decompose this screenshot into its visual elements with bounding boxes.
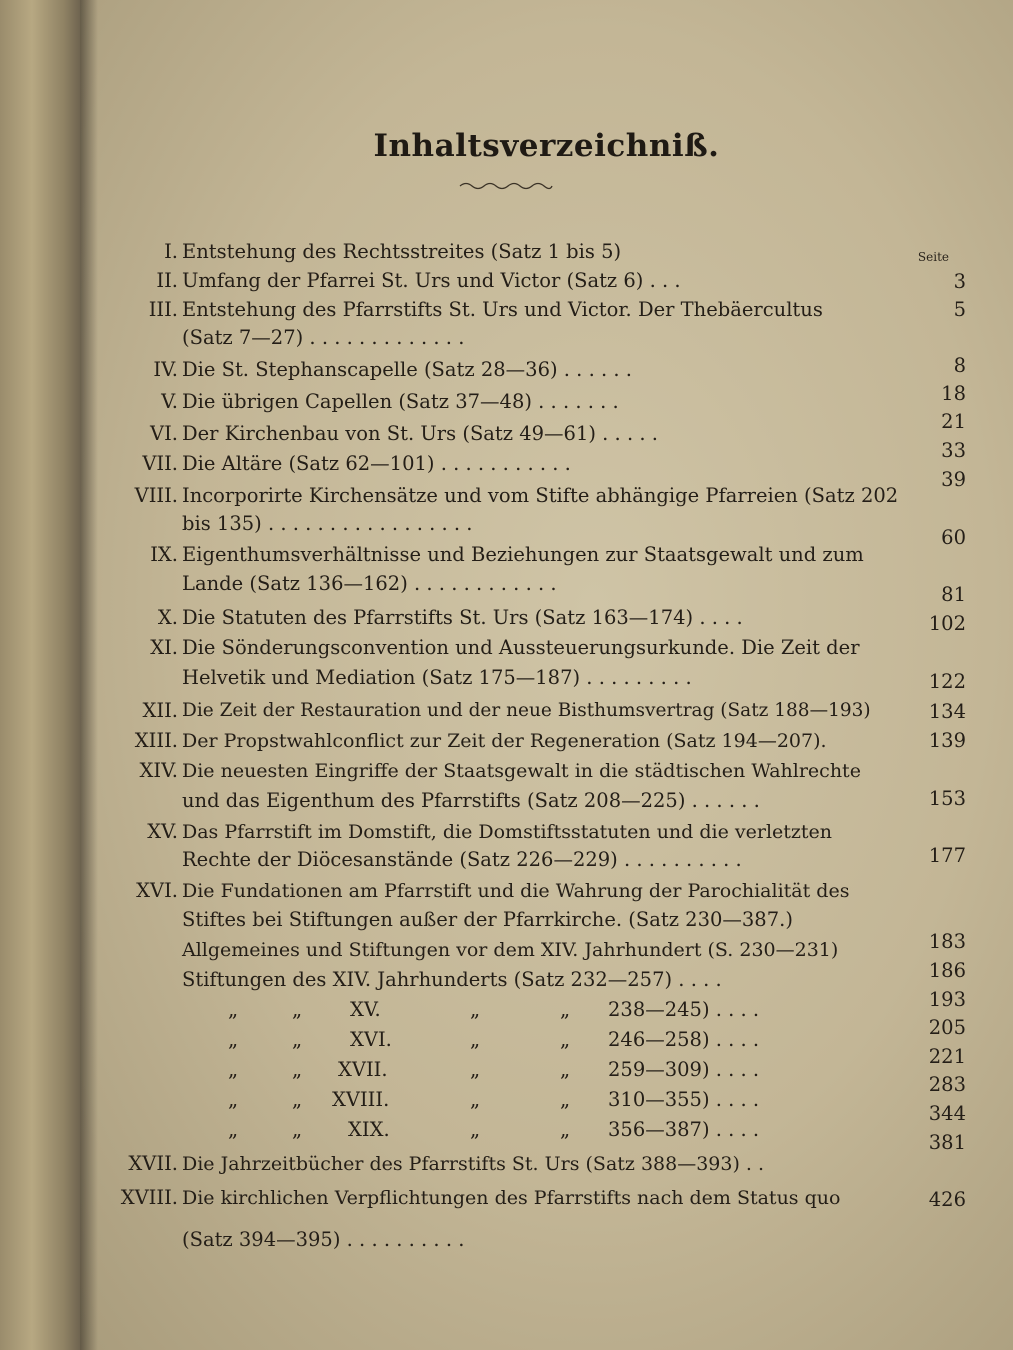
title-flourish-ornament — [458, 180, 554, 192]
seite-label: Seite — [917, 250, 949, 264]
paragraph-range: 259—309) . . . . — [608, 1058, 760, 1081]
page-number: 21 — [941, 410, 966, 433]
century-label: XVI. — [350, 1028, 392, 1051]
entry-number: XVII. — [128, 1152, 178, 1175]
ditto-mark: „ — [292, 998, 303, 1021]
page-number: 102 — [928, 612, 966, 635]
entry-number: III. — [148, 298, 178, 321]
toc-entry-continuation — [80, 324, 880, 352]
page-title: Inhaltsverzeichniß. — [373, 128, 720, 164]
toc-entry — [80, 634, 880, 662]
toc-entry-continuation — [80, 846, 880, 874]
entry-number: VI. — [150, 422, 178, 445]
entry-title: Die Altäre (Satz 62—101) . . . . . . . . . . . — [182, 452, 571, 475]
toc-entry — [80, 388, 880, 416]
paragraph-range: 310—355) . . . . — [608, 1088, 760, 1111]
entry-title: Die Fundationen am Pfarrstift und die Wahrung der Parochialität des — [182, 880, 850, 902]
entry-number: V. — [161, 390, 178, 413]
sub-entry-row — [80, 1026, 880, 1054]
entry-title: (Satz 394—395) . . . . . . . . . . — [182, 1228, 465, 1251]
entry-number: VII. — [142, 452, 178, 475]
toc-entry — [80, 238, 880, 266]
paragraph-range: 238—245) . . . . — [608, 998, 760, 1021]
entry-title: Die übrigen Capellen (Satz 37—48) . . . . . . . — [182, 390, 619, 413]
entry-title: Die neuesten Eingriffe der Staatsgewalt in die städtischen Wahlrechte — [182, 760, 861, 782]
toc-entry — [80, 604, 880, 632]
page-number: 221 — [928, 1045, 966, 1068]
paragraph-range: 246—258) . . . . — [608, 1028, 760, 1051]
entry-number: II. — [156, 269, 178, 292]
page-number: 60 — [941, 526, 966, 549]
entry-number: XIII. — [134, 729, 178, 752]
ditto-mark: „ — [560, 1058, 571, 1081]
ditto-mark: „ — [292, 1058, 303, 1081]
century-label: XV. — [350, 998, 381, 1021]
ditto-mark: „ — [470, 1088, 481, 1111]
entry-title: Entstehung des Rechtsstreites (Satz 1 bis 5) — [182, 240, 622, 263]
entry-title: Der Kirchenbau von St. Urs (Satz 49—61) . . . . . — [182, 422, 658, 445]
page-number: 8 — [953, 354, 966, 377]
entry-number: XI. — [150, 636, 178, 659]
century-label: XVIII. — [332, 1088, 390, 1111]
entry-number: XIV. — [139, 759, 178, 782]
page-number: 381 — [928, 1131, 966, 1154]
page-number: 344 — [928, 1102, 966, 1125]
entry-number: I. — [164, 240, 178, 263]
toc-entry-continuation — [80, 570, 880, 598]
book-gutter — [0, 0, 80, 1350]
toc-entry-continuation — [80, 906, 880, 934]
sub-entry-row — [80, 1086, 880, 1114]
page-number: 122 — [928, 670, 966, 693]
entry-title: Allgemeines und Stiftungen vor dem XIV. Jahrhundert (S. 230—231) — [182, 939, 839, 961]
page-number: 81 — [941, 583, 966, 606]
ditto-mark: „ — [560, 1088, 571, 1111]
toc-entry — [80, 877, 880, 905]
entry-number: X. — [157, 606, 178, 629]
entry-title: Die kirchlichen Verpflichtungen des Pfarrstifts nach dem Status quo — [182, 1187, 841, 1209]
toc-entry-continuation — [80, 664, 880, 692]
ditto-mark: „ — [228, 1058, 239, 1081]
entry-title: Stiftungen des XIV. Jahrhunderts (Satz 232—257) . . . . — [182, 968, 722, 991]
ditto-mark: „ — [560, 998, 571, 1021]
entry-title: Der Propstwahlconflict zur Zeit der Regeneration (Satz 194—207). — [182, 730, 827, 752]
toc-entry — [80, 1150, 880, 1178]
page-number: 134 — [928, 700, 966, 723]
century-label: XIX. — [348, 1118, 390, 1141]
entry-title: Die Sönderungsconvention und Aussteuerungsurkunde. Die Zeit der — [182, 636, 860, 659]
entry-title: Rechte der Diöcesanstände (Satz 226—229) . . . . . . . . . . — [182, 848, 742, 871]
entry-title: Entstehung des Pfarrstifts St. Urs und Victor. Der Thebäercultus — [182, 298, 823, 321]
entry-number: VIII. — [134, 484, 178, 507]
toc-entry-continuation — [80, 966, 880, 994]
sub-entry-row — [80, 996, 880, 1024]
page-number: 5 — [953, 298, 966, 321]
ditto-mark: „ — [292, 1118, 303, 1141]
toc-entry — [80, 697, 880, 725]
page-edge-shadow — [80, 0, 98, 1350]
ditto-mark: „ — [560, 1118, 571, 1141]
page-number: 283 — [928, 1073, 966, 1096]
page-number: 426 — [928, 1188, 966, 1211]
century-label: XVII. — [338, 1058, 388, 1081]
entry-title: Lande (Satz 136—162) . . . . . . . . . . . . — [182, 572, 557, 595]
paragraph-range: 356—387) . . . . — [608, 1118, 760, 1141]
toc-entry-continuation — [80, 787, 880, 815]
toc-entry — [80, 356, 880, 384]
page-number: 193 — [928, 988, 966, 1011]
toc-entry-continuation — [80, 510, 880, 538]
ditto-mark: „ — [470, 1058, 481, 1081]
entry-title: und das Eigenthum des Pfarrstifts (Satz 208—225) . . . . . . — [182, 789, 760, 812]
toc-entry — [80, 757, 880, 785]
sub-entry-row — [80, 1056, 880, 1084]
ditto-mark: „ — [470, 998, 481, 1021]
entry-title: Incorporirte Kirchensätze und vom Stifte abhängige Pfarreien (Satz 202 — [182, 484, 899, 507]
ditto-mark: „ — [228, 1028, 239, 1051]
toc-entry — [80, 296, 880, 324]
ditto-mark: „ — [228, 1088, 239, 1111]
page-number: 177 — [928, 844, 966, 867]
entry-title: Die Jahrzeitbücher des Pfarrstifts St. Urs (Satz 388—393) . . — [182, 1153, 765, 1175]
ditto-mark: „ — [292, 1088, 303, 1111]
page-number: 139 — [928, 729, 966, 752]
entry-number: XVI. — [136, 879, 178, 902]
entry-title: Die St. Stephanscapelle (Satz 28—36) . . . . . . — [182, 358, 632, 381]
page-number: 33 — [941, 439, 966, 462]
entry-number: IV. — [153, 358, 178, 381]
toc-entry-continuation — [80, 1226, 880, 1254]
entry-title: Eigenthumsverhältnisse und Beziehungen zur Staatsgewalt und zum — [182, 543, 864, 566]
toc-entry — [80, 482, 899, 510]
toc-entry — [80, 541, 880, 569]
entry-number: XVIII. — [120, 1186, 178, 1209]
toc-entry — [80, 1184, 880, 1212]
book-page — [80, 0, 1013, 1350]
toc-entry — [80, 420, 880, 448]
toc-entry — [80, 267, 880, 295]
page-number: 153 — [928, 787, 966, 810]
page-number: 186 — [928, 959, 966, 982]
sub-entry-row — [80, 1116, 880, 1144]
entry-title: Stiftes bei Stiftungen außer der Pfarrkirche. (Satz 230—387.) — [182, 908, 793, 931]
page-number: 183 — [928, 930, 966, 953]
entry-title: Helvetik und Mediation (Satz 175—187) . . . . . . . . . — [182, 666, 692, 689]
toc-entry-continuation — [80, 936, 880, 964]
entry-number: XII. — [142, 699, 178, 722]
ditto-mark: „ — [560, 1028, 571, 1051]
entry-title: Das Pfarrstift im Domstift, die Domstiftsstatuten und die verletzten — [182, 821, 833, 843]
toc-entry — [80, 818, 880, 846]
page-number: 39 — [941, 468, 966, 491]
entry-number: IX. — [150, 543, 178, 566]
page-number: 205 — [928, 1016, 966, 1039]
ditto-mark: „ — [292, 1028, 303, 1051]
entry-title: Die Zeit der Restauration und der neue Bisthumsvertrag (Satz 188—193) — [182, 700, 871, 721]
entry-number: XV. — [147, 820, 178, 843]
entry-title: (Satz 7—27) . . . . . . . . . . . . . — [182, 326, 465, 349]
ditto-mark: „ — [228, 998, 239, 1021]
page-number: 18 — [941, 382, 966, 405]
ditto-mark: „ — [228, 1118, 239, 1141]
entry-title: Die Statuten des Pfarrstifts St. Urs (Satz 163—174) . . . . — [182, 606, 743, 629]
toc-entry — [80, 450, 880, 478]
ditto-mark: „ — [470, 1028, 481, 1051]
entry-title: bis 135) . . . . . . . . . . . . . . . . . — [182, 512, 473, 535]
toc-entry — [80, 727, 880, 755]
entry-title: Umfang der Pfarrei St. Urs und Victor (Satz 6) . . . — [182, 269, 681, 292]
ditto-mark: „ — [470, 1118, 481, 1141]
page-number: 3 — [953, 270, 966, 293]
